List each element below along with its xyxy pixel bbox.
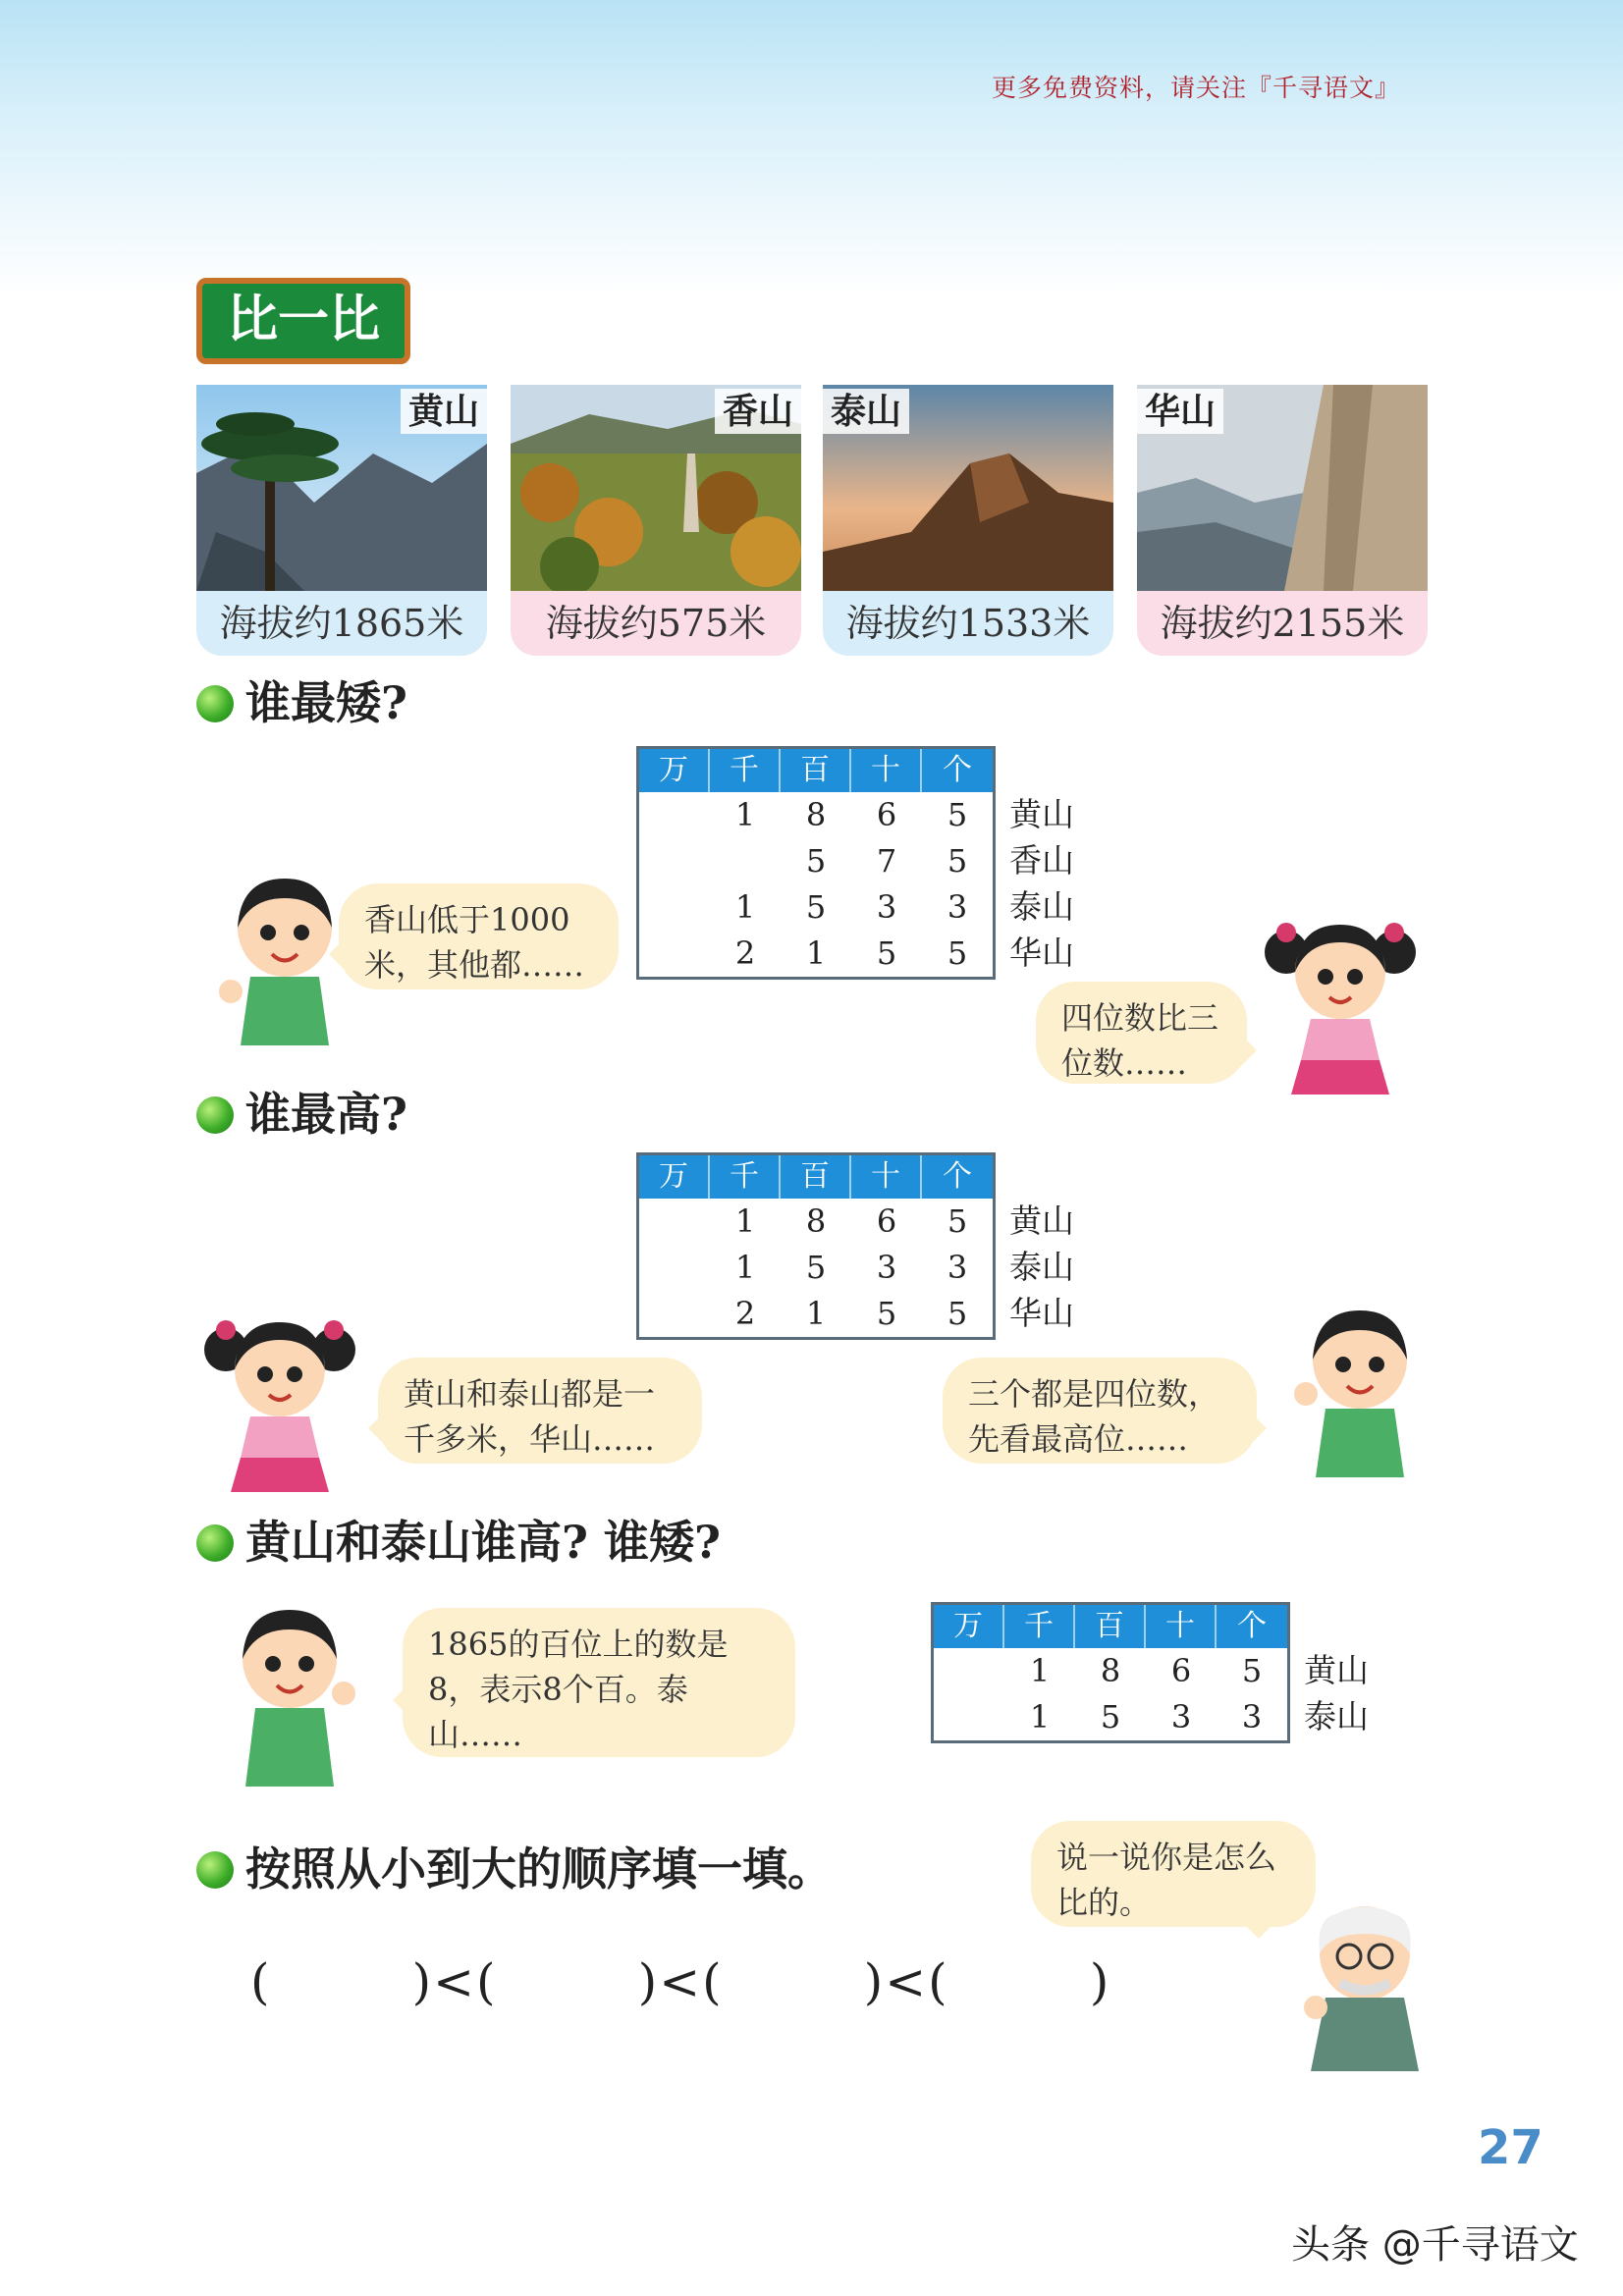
huangshan-photo — [196, 385, 487, 591]
table-header: 万 千 百 十 个 — [639, 1155, 993, 1199]
table-2-row-labels: 黄山 泰山 华山 — [1009, 1201, 1074, 1332]
table-row: 1 5 3 3 — [734, 888, 968, 926]
table-header: 万 千 百 十 个 — [934, 1605, 1287, 1648]
mountain-card-huashan — [1137, 385, 1428, 656]
place-value-table-2 — [636, 1152, 996, 1340]
mountain-name: 华山 — [1137, 389, 1223, 434]
section-title: 比一比 — [196, 278, 410, 364]
fill-in-blanks: ( )<( )<( )<( ) — [250, 1953, 1111, 2010]
mountain-altitude: 海拔约1865米 — [196, 591, 487, 656]
mountain-altitude: 海拔约575米 — [511, 591, 801, 656]
taishan-photo — [823, 385, 1113, 591]
grandpa-character — [1286, 1899, 1443, 2080]
speech-bubble-5: 1865的百位上的数是8，表示8个百。泰山…… — [403, 1608, 795, 1757]
speech-bubble-6: 说一说你是怎么比的。 — [1031, 1821, 1316, 1927]
header-note: 更多免费资料，请关注『千寻语文』 — [992, 74, 1401, 102]
huashan-photo — [1137, 385, 1428, 591]
table-1-row-labels: 黄山 香山 泰山 华山 — [1009, 795, 1074, 972]
table-row: 1 8 6 5 — [734, 1202, 968, 1240]
page-number: 27 — [1478, 2120, 1543, 2175]
speech-bubble-3: 黄山和泰山都是一千多米，华山…… — [378, 1358, 702, 1464]
bullet-icon — [196, 1096, 234, 1134]
boy-character — [1276, 1306, 1443, 1496]
mountain-name: 黄山 — [401, 389, 487, 434]
watermark: 头条 @千寻语文 — [1291, 2222, 1579, 2268]
girl-character — [1257, 913, 1424, 1113]
xiangshan-photo — [511, 385, 801, 591]
girl-character — [196, 1310, 363, 1511]
place-value-table-1 — [636, 746, 996, 980]
bullet-icon — [196, 1851, 234, 1889]
table-row: 2 1 5 5 — [734, 1295, 968, 1332]
table-header: 万 千 百 十 个 — [639, 749, 993, 792]
mountain-name: 香山 — [715, 389, 801, 434]
table-row: 1 8 6 5 — [734, 796, 968, 833]
boy-character — [206, 1605, 373, 1805]
speech-bubble-4: 三个都是四位数，先看最高位…… — [943, 1358, 1257, 1464]
question-3: 黄山和泰山谁高? 谁矮? — [196, 1515, 721, 1570]
table-row: 5 7 5 — [805, 842, 968, 880]
question-4: 按照从小到大的顺序填一填。 — [196, 1842, 833, 1896]
mountain-altitude: 海拔约1533米 — [823, 591, 1113, 656]
table-row: 1 5 3 3 — [734, 1249, 968, 1286]
speech-bubble-1: 香山低于1000米，其他都…… — [339, 883, 619, 989]
speech-bubble-2: 四位数比三位数…… — [1036, 982, 1247, 1084]
mountain-card-huangshan — [196, 385, 487, 656]
bullet-icon — [196, 685, 234, 722]
mountain-altitude: 海拔约2155米 — [1137, 591, 1428, 656]
table-row: 1 5 3 3 — [1029, 1698, 1263, 1735]
question-2: 谁最高? — [196, 1087, 407, 1142]
table-row: 2 1 5 5 — [734, 934, 968, 972]
table-row: 1 8 6 5 — [1029, 1652, 1263, 1689]
question-1: 谁最矮? — [196, 675, 407, 730]
bullet-icon — [196, 1524, 234, 1562]
mountain-name: 泰山 — [823, 389, 909, 434]
table-3-row-labels: 黄山 泰山 — [1304, 1651, 1369, 1735]
mountain-card-xiangshan — [511, 385, 801, 656]
mountain-card-taishan — [823, 385, 1113, 656]
place-value-table-3 — [931, 1602, 1290, 1743]
